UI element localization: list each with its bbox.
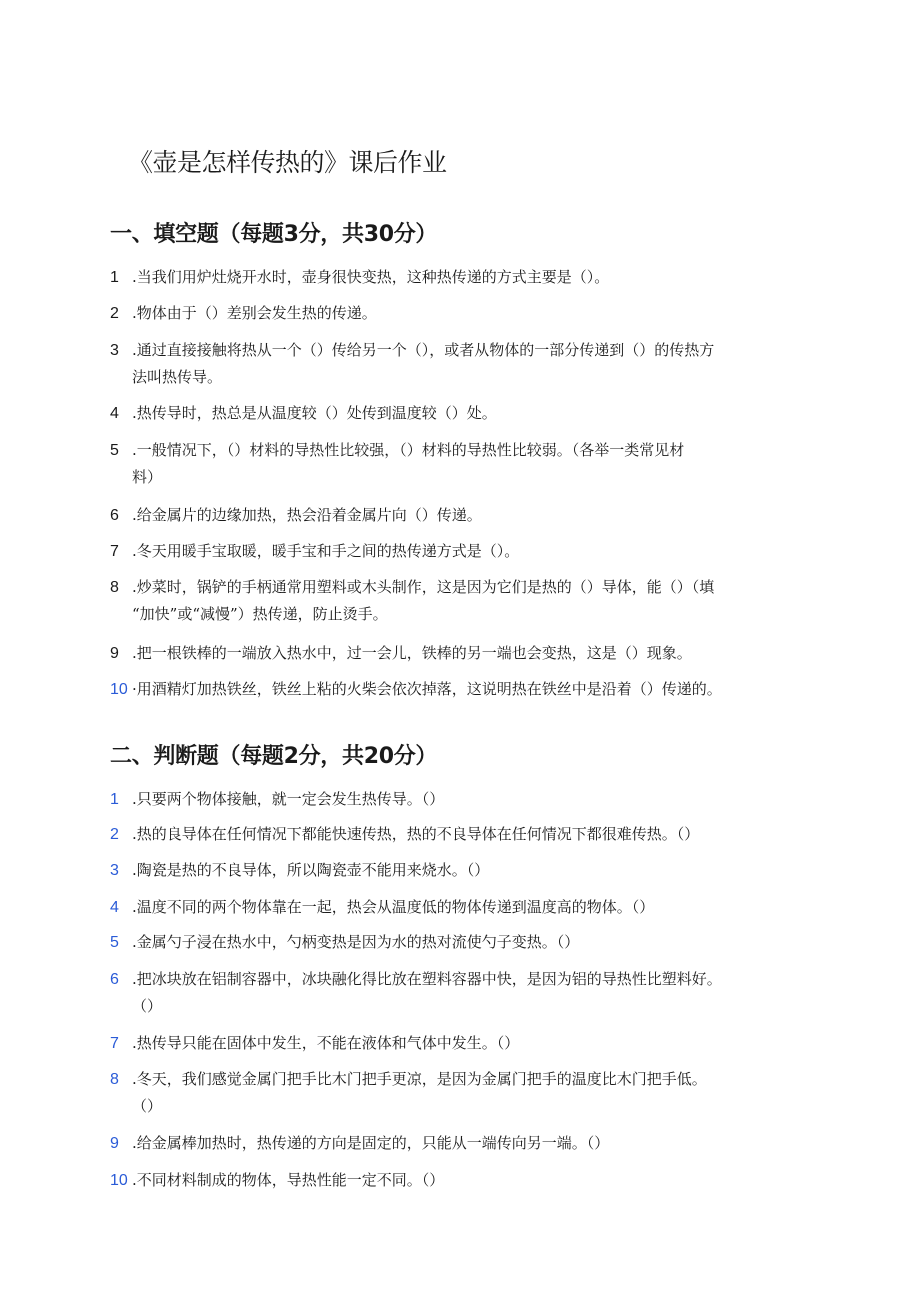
question-number: 9 bbox=[110, 645, 119, 662]
question-text: .冬天，我们感觉金属门把手比木门把手更凉，是因为金属门把手的温度比木门把手低。 bbox=[132, 1070, 707, 1088]
question-text-continued: “加快”或“减慢”）热传递，防止烫手。 bbox=[132, 605, 388, 623]
question-number: 1 bbox=[110, 269, 119, 286]
question-number: 8 bbox=[110, 1071, 119, 1088]
question-text: .物体由于（）差别会发生热的传递。 bbox=[132, 304, 377, 322]
true-false-question-6 bbox=[110, 966, 810, 1020]
fill-blank-question-3 bbox=[110, 337, 810, 391]
question-number: 4 bbox=[110, 899, 119, 916]
question-number: 9 bbox=[110, 1135, 119, 1152]
question-number: 3 bbox=[110, 862, 119, 879]
true-false-question-10 bbox=[110, 1167, 810, 1194]
question-text: .给金属片的边缘加热，热会沿着金属片向（）传递。 bbox=[132, 506, 482, 524]
question-number: 6 bbox=[110, 507, 119, 524]
question-number: 10 bbox=[110, 1172, 128, 1189]
question-text: .金属勺子浸在热水中，勺柄变热是因为水的热对流使勺子变热。（） bbox=[132, 933, 580, 951]
question-text: .陶瓷是热的不良导体，所以陶瓷壶不能用来烧水。（） bbox=[132, 861, 490, 879]
question-number: 1 bbox=[110, 791, 119, 808]
question-number: 2 bbox=[110, 826, 119, 843]
question-number: 6 bbox=[110, 971, 119, 988]
question-text: .一般情况下，（）材料的导热性比较强，（）材料的导热性比较弱。（各举一类常见材 bbox=[132, 441, 685, 459]
fill-blank-question-10 bbox=[110, 676, 810, 703]
question-text: .把一根铁棒的一端放入热水中，过一会儿，铁棒的另一端也会变热，这是（）现象。 bbox=[132, 644, 692, 662]
question-number: 5 bbox=[110, 442, 119, 459]
fill-blank-question-8 bbox=[110, 574, 810, 628]
fill-blank-question-5 bbox=[110, 437, 810, 491]
question-number: 2 bbox=[110, 305, 119, 322]
fill-blank-question-6 bbox=[110, 502, 810, 529]
question-text: .炒菜时，锅铲的手柄通常用塑料或木头制作，这是因为它们是热的（）导体，能（）（填 bbox=[132, 578, 715, 596]
section-heading-true-false: 二、判断题（每题2分，共20分） bbox=[110, 744, 438, 769]
question-number: 7 bbox=[110, 543, 119, 560]
fill-blank-question-2 bbox=[110, 300, 810, 327]
page-title: 《壶是怎样传热的》课后作业 bbox=[128, 148, 447, 177]
true-false-question-2 bbox=[110, 821, 810, 848]
fill-blank-question-1 bbox=[110, 264, 810, 291]
true-false-question-5 bbox=[110, 929, 810, 956]
true-false-question-3 bbox=[110, 857, 810, 884]
true-false-question-9 bbox=[110, 1130, 810, 1157]
question-number: 8 bbox=[110, 579, 119, 596]
question-number: 7 bbox=[110, 1035, 119, 1052]
question-number: 10 bbox=[110, 681, 128, 698]
fill-blank-question-9 bbox=[110, 640, 810, 667]
question-text-continued: 法叫热传导。 bbox=[132, 368, 223, 386]
true-false-question-4 bbox=[110, 894, 810, 921]
true-false-question-7 bbox=[110, 1030, 810, 1057]
question-number: 4 bbox=[110, 405, 119, 422]
true-false-question-8 bbox=[110, 1066, 810, 1120]
question-text-continued: 料） bbox=[132, 468, 163, 486]
section-heading-fill-blank: 一、填空题（每题3分，共30分） bbox=[110, 222, 438, 247]
question-text: ·用酒精灯加热铁丝，铁丝上粘的火柴会依次掉落，这说明热在铁丝中是沿着（）传递的。 bbox=[132, 680, 722, 698]
question-text: .热的良导体在任何情况下都能快速传热，热的不良导体在任何情况下都很难传热。（） bbox=[132, 825, 700, 843]
fill-blank-question-4 bbox=[110, 400, 810, 427]
question-text: .当我们用炉灶烧开水时，壶身很快变热，这种热传递的方式主要是（）。 bbox=[132, 268, 610, 286]
question-text: .通过直接接触将热从一个（）传给另一个（），或者从物体的一部分传递到（）的传热方 bbox=[132, 341, 715, 359]
question-text: .热传导只能在固体中发生，不能在液体和气体中发生。（） bbox=[132, 1034, 520, 1052]
question-text: .温度不同的两个物体靠在一起，热会从温度低的物体传递到温度高的物体。（） bbox=[132, 898, 655, 916]
question-text: .热传导时，热总是从温度较（）处传到温度较（）处。 bbox=[132, 404, 497, 422]
fill-blank-question-7 bbox=[110, 538, 810, 565]
question-text: .不同材料制成的物体，导热性能一定不同。（） bbox=[132, 1171, 445, 1189]
question-text-continued: （） bbox=[132, 1097, 163, 1115]
question-number: 3 bbox=[110, 342, 119, 359]
question-text-continued: （） bbox=[132, 997, 163, 1015]
question-text: .只要两个物体接触，就一定会发生热传导。（） bbox=[132, 790, 445, 808]
question-text: .给金属棒加热时，热传递的方向是固定的，只能从一端传向另一端。（） bbox=[132, 1134, 610, 1152]
question-number: 5 bbox=[110, 934, 119, 951]
question-text: .把冰块放在铝制容器中，冰块融化得比放在塑料容器中快，是因为铝的导热性比塑料好。 bbox=[132, 970, 722, 988]
true-false-question-1 bbox=[110, 786, 810, 813]
question-text: .冬天用暖手宝取暖，暖手宝和手之间的热传递方式是（）。 bbox=[132, 542, 520, 560]
